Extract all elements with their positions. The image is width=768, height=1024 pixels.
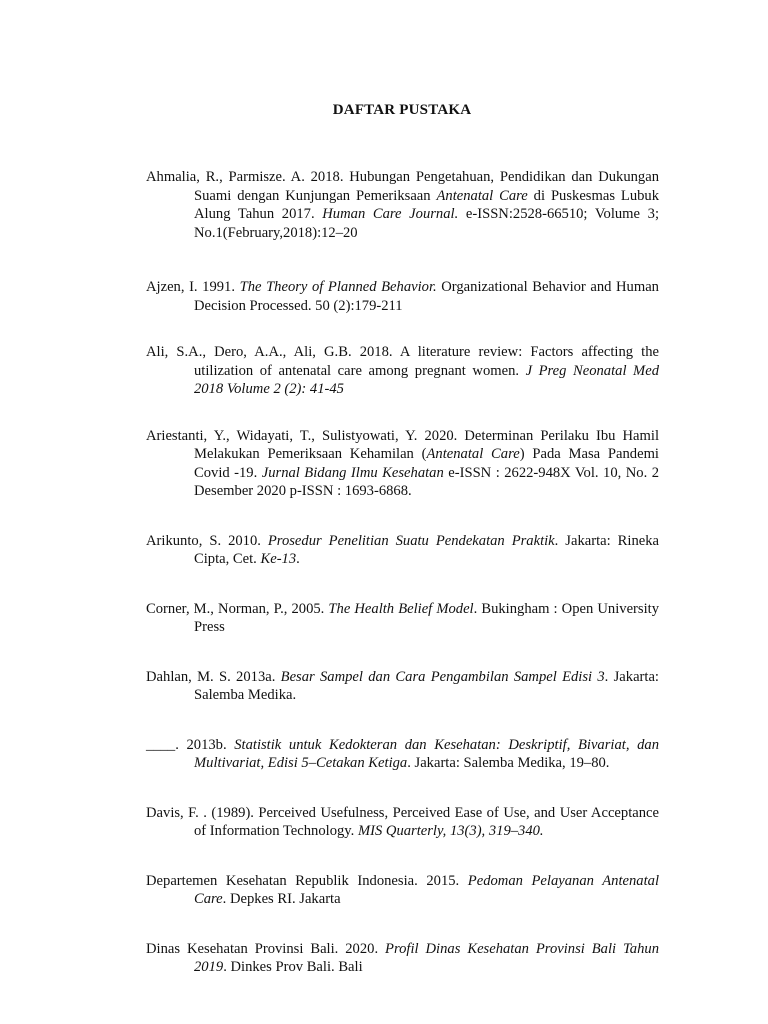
reference-italic-text: MIS Quarterly, 13(3), 319–340.: [357, 823, 544, 839]
reference-text: di Puskesmas Lubuk Alung Tahun 2017.: [194, 187, 660, 222]
reference-list: [146, 168, 659, 1008]
reference-text: Dahlan, M. S. 2013a.: [146, 668, 281, 685]
page-title: DAFTAR PUSTAKA: [332, 102, 472, 118]
reference-italic-text: The Health Belief Model: [328, 600, 474, 617]
reference-entry: [146, 278, 659, 315]
reference-italic-text: Jurnal Bidang Ilmu Kesehatan: [261, 464, 444, 481]
reference-text: e-ISSN:2528-66510; Volume 3; No.1(February,2018):12–20: [194, 206, 660, 241]
reference-text: Ajzen, I. 1991.: [146, 279, 240, 295]
reference-text: Ariestanti, Y., Widayati, T., Sulistyowati, Y. 2020. Determinan Perilaku Ibu Hamil Melakukan Pemeriksaan Kehamilan (: [146, 427, 659, 462]
reference-entry: [146, 427, 659, 501]
reference-text: e-ISSN : 2622-948X Vol. 10, No. 2 Desember 2020 p-ISSN : 1693-6868.: [194, 464, 659, 499]
reference-text: Ali, S.A., Dero, A.A., Ali, G.B. 2018. A literature review: Factors affecting the utilization of antenatal care among pregnant women.: [146, 344, 659, 379]
reference-italic-text: J Preg Neonatal Med 2018 Volume 2 (2): 41-45: [194, 362, 659, 397]
reference-text: .: [296, 551, 300, 567]
reference-text: . Bukingham : Open University Press: [194, 600, 659, 635]
reference-text: Departemen Kesehatan Republik Indonesia. 2015.: [146, 872, 468, 889]
reference-text: Arikunto, S. 2010.: [146, 532, 268, 549]
reference-entry: [146, 940, 659, 977]
reference-entry: [146, 668, 659, 705]
reference-text: Dinas Kesehatan Provinsi Bali. 2020.: [146, 940, 386, 957]
reference-italic-text: Ke-13: [260, 551, 297, 567]
reference-text: Ahmalia, R., Parmisze. A. 2018. Hubungan Pengetahuan, Pendidikan dan Dukungan Suami dengan Kunjungan Pemeriksaan: [146, 169, 659, 204]
reference-text: ) Pada Masa Pandemi Covid -19.: [194, 446, 659, 481]
reference-text: . Jakarta: Rineka Cipta, Cet.: [194, 532, 659, 567]
reference-entry: [146, 600, 659, 637]
reference-italic-text: Besar Sampel dan Cara Pengambilan Sampel Edisi 3: [280, 668, 605, 685]
reference-entry: [146, 532, 659, 569]
reference-text: Corner, M., Norman, P., 2005.: [146, 600, 329, 617]
reference-text: Organizational Behavior and Human Decision Processed. 50 (2):179-211: [194, 279, 659, 314]
reference-entry: [146, 804, 659, 841]
reference-text: . Jakarta: Salemba Medika.: [194, 668, 659, 703]
reference-entry: [146, 736, 659, 773]
reference-italic-text: The Theory of Planned Behavior.: [239, 279, 437, 295]
reference-text: ____. 2013b.: [146, 736, 235, 753]
reference-entry: [146, 343, 659, 399]
reference-italic-text: Antenatal Care: [426, 446, 520, 462]
reference-text: . Dinkes Prov Bali. Bali: [223, 959, 363, 975]
reference-text: Davis, F. . (1989). Perceived Usefulness, Perceived Ease of Use, and User Acceptance of Information Technology.: [146, 804, 659, 839]
reference-italic-text: Pedoman Pelayanan Antenatal Care: [194, 872, 659, 907]
reference-italic-text: Human Care Journal.: [322, 206, 459, 222]
reference-text: . Depkes RI. Jakarta: [222, 891, 341, 907]
reference-italic-text: Statistik untuk Kedokteran dan Kesehatan: Deskriptif, Bivariat, dan Multivariat, Edisi 5–Cetakan Ketiga: [194, 736, 659, 771]
reference-entry: [146, 872, 659, 909]
reference-italic-text: Profil Dinas Kesehatan Provinsi Bali Tahun 2019: [194, 940, 659, 975]
reference-text: . Jakarta: Salemba Medika, 19–80.: [407, 755, 610, 771]
reference-italic-text: Prosedur Penelitian Suatu Pendekatan Praktik: [267, 532, 555, 549]
reference-entry: [146, 168, 659, 242]
reference-italic-text: Antenatal Care: [436, 187, 528, 204]
